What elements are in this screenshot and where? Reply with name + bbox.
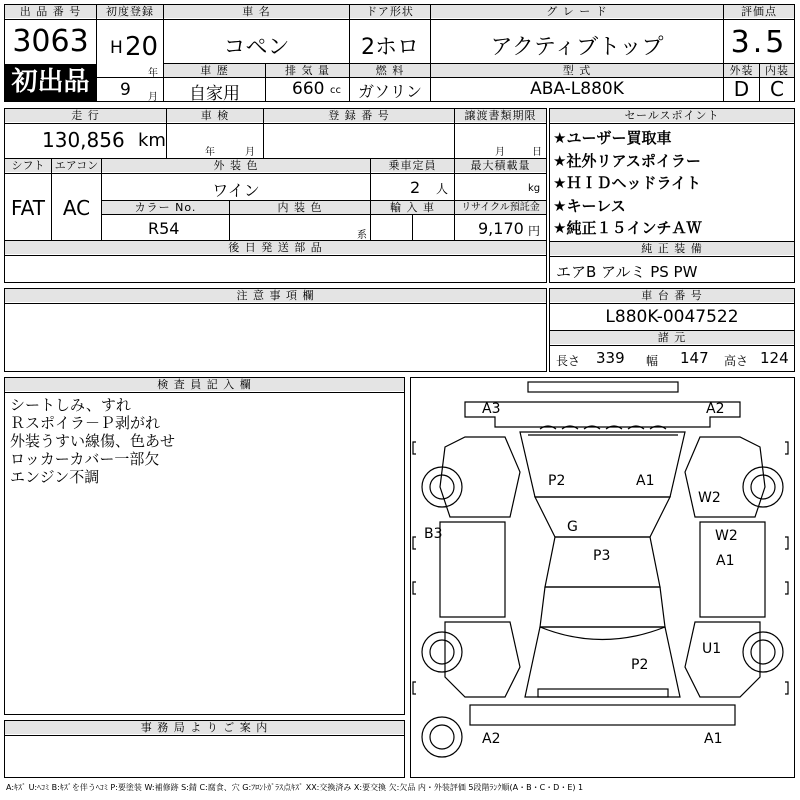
int-color-unit: 系 — [357, 230, 367, 241]
model-label: 型 式 — [431, 64, 723, 77]
damage-mark: A1 — [636, 473, 655, 489]
load-unit: kg — [528, 183, 541, 194]
inspector-note: ロッカーカバー一部欠 — [10, 450, 160, 468]
sales-point: ★社外リアスポイラー — [553, 151, 701, 170]
inspection-label: 車 検 — [167, 109, 263, 122]
color-no-label: カラー No. — [102, 201, 229, 214]
fuel: ガソリン — [357, 82, 422, 101]
mileage-unit: km — [138, 130, 166, 151]
door-label: ドア形状 — [350, 5, 430, 18]
damage-mark: A1 — [704, 731, 723, 747]
width-label: 幅 — [646, 354, 659, 368]
car-name: コペン — [223, 35, 290, 60]
inspector-note: エンジン不調 — [10, 468, 100, 486]
history: 自家用 — [189, 84, 240, 104]
damage-mark: P2 — [631, 657, 649, 673]
capacity-unit: 人 — [436, 182, 449, 196]
reg-no-label: 登 録 番 号 — [264, 109, 454, 122]
sales-point: ★ＨＩＤヘッドライト — [553, 174, 701, 192]
dimensions-label: 諸 元 — [550, 331, 794, 344]
inspector-label: 検 査 員 記 入 欄 — [5, 378, 404, 391]
score-label: 評価点 — [724, 5, 794, 18]
width: 147 — [680, 349, 709, 367]
transfer-day-unit: 日 — [532, 147, 542, 158]
mileage: 130,856 — [42, 128, 125, 152]
later-parts-label: 後 日 発 送 部 品 — [5, 241, 546, 254]
grade: アクティブトップ — [490, 35, 664, 60]
year-unit: 年 — [148, 68, 158, 79]
car-body-diagram — [410, 377, 795, 778]
chassis-number: L880K-0047522 — [605, 307, 739, 327]
first-reg-year: 20 — [125, 32, 159, 62]
sales-points-list — [553, 127, 701, 240]
first-listing-badge: 初出品 — [5, 64, 96, 101]
inspection-year-unit: 年 — [205, 147, 215, 158]
equipment: エアB アルミ PS PW — [556, 263, 698, 281]
lot-no-label: 出 品 番 号 — [5, 5, 96, 18]
sales-point: ★純正１５インチＡＷ — [553, 219, 702, 237]
sales-point: ★ユーザー買取車 — [553, 129, 672, 147]
length-label: 長さ — [556, 354, 581, 368]
mileage-label: 走 行 — [5, 109, 166, 122]
damage-mark: G — [567, 519, 578, 535]
height: 124 — [760, 349, 789, 367]
door-type: 2ホロ — [361, 35, 419, 60]
length: 339 — [596, 349, 625, 367]
damage-mark: A2 — [482, 731, 501, 747]
month-unit: 月 — [148, 92, 158, 103]
sales-points-label: セールスポイント — [550, 109, 794, 122]
caution-label: 注 意 事 項 欄 — [5, 289, 546, 302]
transfer-month-unit: 月 — [495, 147, 505, 158]
sales-point: ★キーレス — [553, 196, 626, 215]
inspector-notes — [10, 396, 175, 486]
load-label: 最大積載量 — [455, 159, 546, 172]
exterior-label: 外装 — [724, 64, 759, 77]
damage-mark: P2 — [548, 473, 566, 489]
interior-grade: C — [770, 77, 784, 101]
aircon-label: エアコン — [52, 159, 101, 172]
interior-label: 内装 — [760, 64, 794, 77]
damage-mark: U1 — [702, 641, 722, 657]
damage-mark: B3 — [424, 526, 443, 542]
exterior-grade: D — [733, 77, 750, 101]
score: 3.5 — [730, 25, 788, 60]
damage-mark: W2 — [698, 490, 721, 506]
int-color-label: 内 装 色 — [230, 201, 370, 214]
capacity-label: 乗車定員 — [371, 159, 454, 172]
recycle-amount: 9,170 — [478, 219, 524, 238]
damage-mark: P3 — [593, 548, 611, 564]
displacement-label: 排 気 量 — [266, 64, 349, 77]
color-no: R54 — [148, 219, 180, 238]
history-label: 車 歴 — [164, 64, 265, 77]
chassis-label: 車 台 番 号 — [550, 289, 794, 302]
inspection-month-unit: 月 — [245, 147, 255, 158]
ext-color-label: 外 装 色 — [102, 159, 370, 172]
grade-label: グ レ ー ド — [431, 5, 723, 18]
lot-number: 3063 — [12, 24, 89, 59]
damage-mark: A2 — [706, 401, 725, 417]
car-name-label: 車 名 — [164, 5, 349, 18]
inspector-note: Ｒスポイラ－Ｐ剥がれ — [10, 414, 161, 432]
equipment-label: 純 正 装 備 — [550, 242, 794, 255]
aircon: AC — [62, 196, 91, 220]
office-label: 事 務 局 よ り ご 案 内 — [5, 721, 404, 734]
import-label: 輸 入 車 — [371, 201, 454, 214]
transfer-label: 譲渡書類期限 — [455, 109, 546, 122]
damage-mark: W2 — [715, 528, 738, 544]
ext-color: ワイン — [212, 181, 260, 200]
first-reg-month: 9 — [120, 80, 131, 100]
displacement: 660 — [292, 79, 325, 99]
era: H — [110, 38, 123, 58]
recycle-label: リサイクル預託金 — [455, 201, 546, 214]
recycle-unit: 円 — [528, 224, 541, 238]
fuel-label: 燃 料 — [350, 64, 430, 77]
shift-label: シフト — [5, 159, 51, 172]
damage-mark: A1 — [716, 553, 735, 569]
legend: A:ｷｽﾞ U:ﾍｺﾐ B:ｷｽﾞを伴うﾍｺﾐ P:要塗装 W:補修跡 S:錆 C:腐食、穴 G:ﾌﾛﾝﾄｶﾞﾗｽ点ｷｽﾞ XX:交換済み X:要交換 欠:欠品 内・外装評価 5段階ﾗﾝｸ順(A・B・C・D・E) 1 — [6, 783, 584, 792]
model: ABA-L880K — [530, 79, 624, 99]
inspector-note: 外装うすい線傷、色あせ — [10, 432, 176, 450]
displacement-unit: cc — [330, 85, 341, 96]
shift: FAT — [10, 196, 45, 220]
inspector-note: シートしみ、すれ — [10, 396, 131, 414]
capacity: 2 — [410, 178, 421, 197]
height-label: 高さ — [724, 354, 749, 368]
damage-mark: A3 — [482, 401, 501, 417]
first-reg-label: 初度登録 — [97, 5, 163, 18]
